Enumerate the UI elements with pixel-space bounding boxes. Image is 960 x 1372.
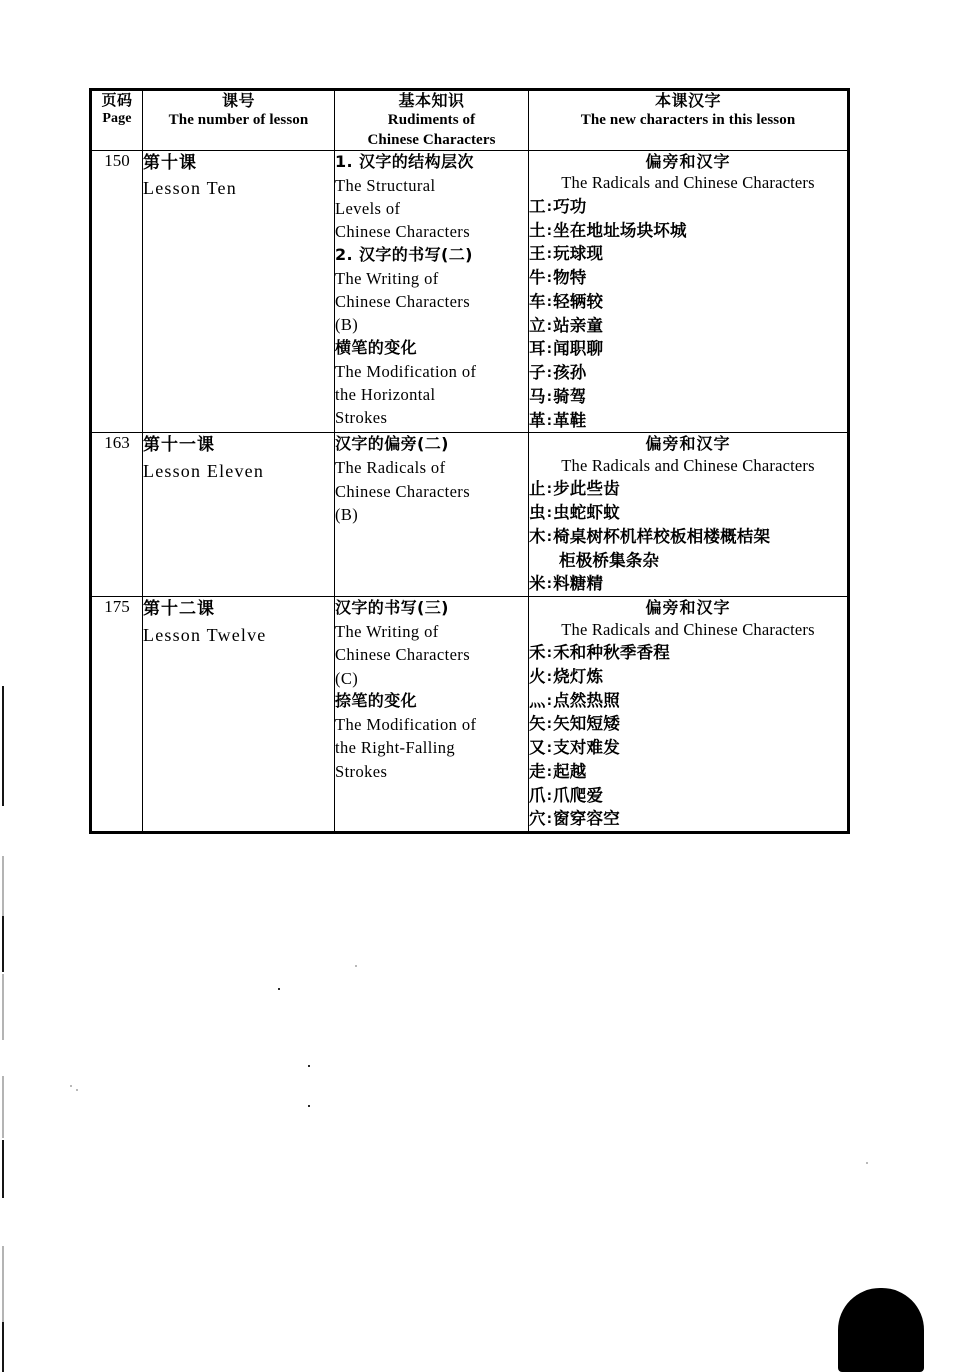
column-header-rudiments-cn: 基本知识 [398,91,465,110]
rudiments-line: Chinese Characters [335,222,471,242]
scan-edge-artifact [2,1076,4,1138]
radical-list-item [529,712,847,736]
radical-characters: 支对难发 [553,738,620,758]
radical-list-item [529,525,847,549]
cell-new-characters [529,150,849,433]
rudiments-line: 1. 汉字的结构层次 [335,151,474,171]
radical-separator: : [546,693,553,709]
rudiments-line: The Structural [335,175,436,195]
cell-page-number: 163 [91,433,143,597]
scan-edge-artifact [2,1246,4,1322]
radical-characters: 起越 [553,761,587,781]
column-header-new-characters [529,90,849,151]
radical-list-item [529,807,847,831]
column-header-page-en: Page [102,111,132,127]
column-header-lesson [143,90,335,151]
radical-key: 火 [529,666,546,686]
scan-speck [308,1065,310,1067]
new-characters-title-cn: 偏旁和汉字 [645,151,731,171]
radical-list [529,641,847,831]
new-characters-title-en: The Radicals and Chinese Characters [561,455,815,475]
cell-rudiments [335,150,529,433]
scan-speck [70,1085,72,1087]
radical-characters: 料糖精 [553,574,604,594]
rudiments-line: The Modification of [335,361,477,381]
column-header-page [91,90,143,151]
radical-list-item [529,266,847,290]
radical-list-item [529,784,847,808]
radical-key: 王 [529,244,546,264]
radical-key: 灬 [529,690,546,710]
cell-new-characters [529,597,849,833]
radical-separator: : [546,669,553,685]
lesson-title-cn: 第十二课 [143,599,215,620]
rudiments-line: Levels of [335,198,401,218]
radical-separator: : [546,342,553,358]
radical-list-item [529,195,847,219]
column-header-rudiments-en-line2: Chinese Characters [367,131,496,148]
new-characters-title-en: The Radicals and Chinese Characters [561,619,815,639]
table-row [91,433,849,597]
column-header-lesson-en: The number of lesson [168,112,309,129]
radical-key: 车 [529,291,546,311]
radical-characters: 闻职聊 [553,339,604,359]
radical-characters: 步此些齿 [553,479,620,499]
radical-characters: 虫蛇虾蚊 [553,503,620,523]
radical-characters: 玩球现 [553,244,604,264]
radical-list-item [529,290,847,314]
radical-key: 立 [529,315,546,335]
rudiments-line: Chinese Characters [335,481,471,501]
cell-lesson [143,433,335,597]
table-body [91,150,849,832]
column-header-new-characters-cn: 本课汉字 [654,91,721,110]
cell-page-number: 150 [91,150,143,433]
radical-key: 土 [529,220,546,240]
radical-separator: : [546,247,553,263]
radical-characters: 矢知短矮 [553,714,620,734]
new-characters-title-en: The Radicals and Chinese Characters [561,173,815,193]
rudiments-line: Chinese Characters [335,291,471,311]
radical-list-item [529,665,847,689]
radical-characters: 禾和种秋季香程 [553,643,671,663]
radical-characters: 点然热照 [553,690,620,710]
rudiments-line: The Writing of [335,268,439,288]
radical-key: 虫 [529,503,546,523]
scan-thumb-artifact [838,1288,924,1372]
radical-list-item [529,477,847,501]
scan-edge-artifact [2,916,4,972]
new-characters-title-cn: 偏旁和汉字 [645,434,731,454]
radical-separator: : [546,413,553,429]
radical-list [529,195,847,433]
radical-separator: : [546,788,553,804]
radical-characters: 窗穿容空 [553,809,620,829]
rudiments-line: 汉字的偏旁(二) [335,434,449,454]
radical-key: 米 [529,574,546,594]
radical-separator: : [546,482,553,498]
radical-list-item [529,242,847,266]
radical-list-item [529,760,847,784]
lesson-title-en: Lesson Ten [143,178,237,199]
radical-key: 爪 [529,785,546,805]
column-header-new-characters-en: The new characters in this lesson [580,112,796,129]
radical-separator: : [546,294,553,310]
radical-list-item [529,736,847,760]
rudiments-line: the Horizontal [335,384,436,404]
radical-list-item [529,689,847,713]
rudiments-line: Chinese Characters [335,645,471,665]
radical-key: 牛 [529,268,546,288]
scan-edge-artifact [2,1322,4,1372]
rudiments-line: (B) [335,504,359,524]
radical-characters: 爪爬爱 [553,785,604,805]
radical-key: 穴 [529,809,546,829]
rudiments-line: (C) [335,668,359,688]
radical-list-item [529,641,847,665]
radical-list-item [529,361,847,385]
radical-characters: 烧灯炼 [553,666,604,686]
rudiments-line: The Radicals of [335,458,446,478]
rudiments-line: Strokes [335,408,388,428]
radical-separator: : [546,366,553,382]
rudiments-line: The Writing of [335,621,439,641]
radical-separator: : [546,271,553,287]
rudiments-line: 2. 汉字的书写(二) [335,244,473,264]
radical-characters: 坐在地址场块坏城 [553,220,687,240]
rudiments-line: 捺笔的变化 [335,691,418,711]
radical-list-item [529,572,847,596]
scan-edge-artifact [2,686,4,806]
rudiments-line: (B) [335,315,359,335]
radical-separator: : [546,529,553,545]
scan-edge-artifact [2,974,4,1040]
radical-key: 马 [529,386,546,406]
radical-characters: 物特 [553,268,587,288]
column-header-rudiments-en-line1: Rudiments of [387,112,476,129]
table-row [91,597,849,833]
cell-rudiments [335,433,529,597]
radical-key: 又 [529,738,546,758]
cell-lesson [143,150,335,433]
radical-separator: : [546,646,553,662]
scan-speck [308,1105,310,1107]
radical-key: 禾 [529,643,546,663]
radical-key: 工 [529,196,546,216]
radical-list-item [529,409,847,433]
radical-list [529,477,847,596]
radical-characters: 革鞋 [553,410,587,430]
cell-lesson [143,597,335,833]
radical-key: 耳 [529,339,546,359]
radical-separator: : [546,741,553,757]
radical-characters: 骑驾 [553,386,587,406]
rudiments-line: 汉字的书写(三) [335,598,449,618]
column-header-lesson-cn: 课号 [221,91,255,110]
radical-separator: : [546,389,553,405]
radical-list-item-continuation: 柜极桥集条杂 [559,550,660,570]
radical-list-item [529,219,847,243]
radical-key: 走 [529,761,546,781]
radical-separator: : [546,199,553,215]
cell-page-number: 175 [91,597,143,833]
cell-rudiments [335,597,529,833]
rudiments-line: the Right-Falling [335,738,456,758]
radical-list-item [529,337,847,361]
table-header-row [91,90,849,151]
radical-characters: 轻辆较 [553,291,604,311]
radical-list-item [529,501,847,525]
column-header-rudiments [335,90,529,151]
table-header [91,90,849,151]
radical-characters: 站亲童 [553,315,604,335]
rudiments-line: 横笔的变化 [335,337,418,357]
radical-separator: : [546,764,553,780]
table-row [91,150,849,433]
radical-characters: 孩孙 [553,363,587,383]
scan-speck [355,965,357,967]
radical-separator: : [546,506,553,522]
radical-separator: : [546,717,553,733]
radical-key: 子 [529,363,546,383]
lesson-title-en: Lesson Eleven [143,461,265,482]
column-header-page-cn: 页码 [101,91,133,109]
rudiments-line: The Modification of [335,714,477,734]
radical-separator: : [546,223,553,239]
radical-characters: 巧功 [553,196,587,216]
scan-edge-artifact [2,856,4,916]
radical-list-item [529,385,847,409]
radical-key: 木 [529,526,546,546]
radical-characters: 椅桌树杯机样校板相楼概桔架 [553,526,771,546]
radical-separator: : [546,812,553,828]
radical-separator: : [546,577,553,593]
radical-key: 革 [529,410,546,430]
new-characters-title-cn: 偏旁和汉字 [645,598,731,618]
scan-edge-artifact [2,1140,4,1198]
contents-table [89,88,850,834]
scan-speck [76,1089,78,1091]
cell-new-characters [529,433,849,597]
radical-list-item [529,314,847,338]
lesson-title-cn: 第十课 [143,152,197,173]
radical-key: 止 [529,479,546,499]
radical-separator: : [546,318,553,334]
radical-key: 矢 [529,714,546,734]
rudiments-line: Strokes [335,761,388,781]
scan-speck [278,988,280,990]
scan-speck [866,1162,868,1164]
lesson-title-en: Lesson Twelve [143,624,267,645]
lesson-title-cn: 第十一课 [143,435,215,456]
